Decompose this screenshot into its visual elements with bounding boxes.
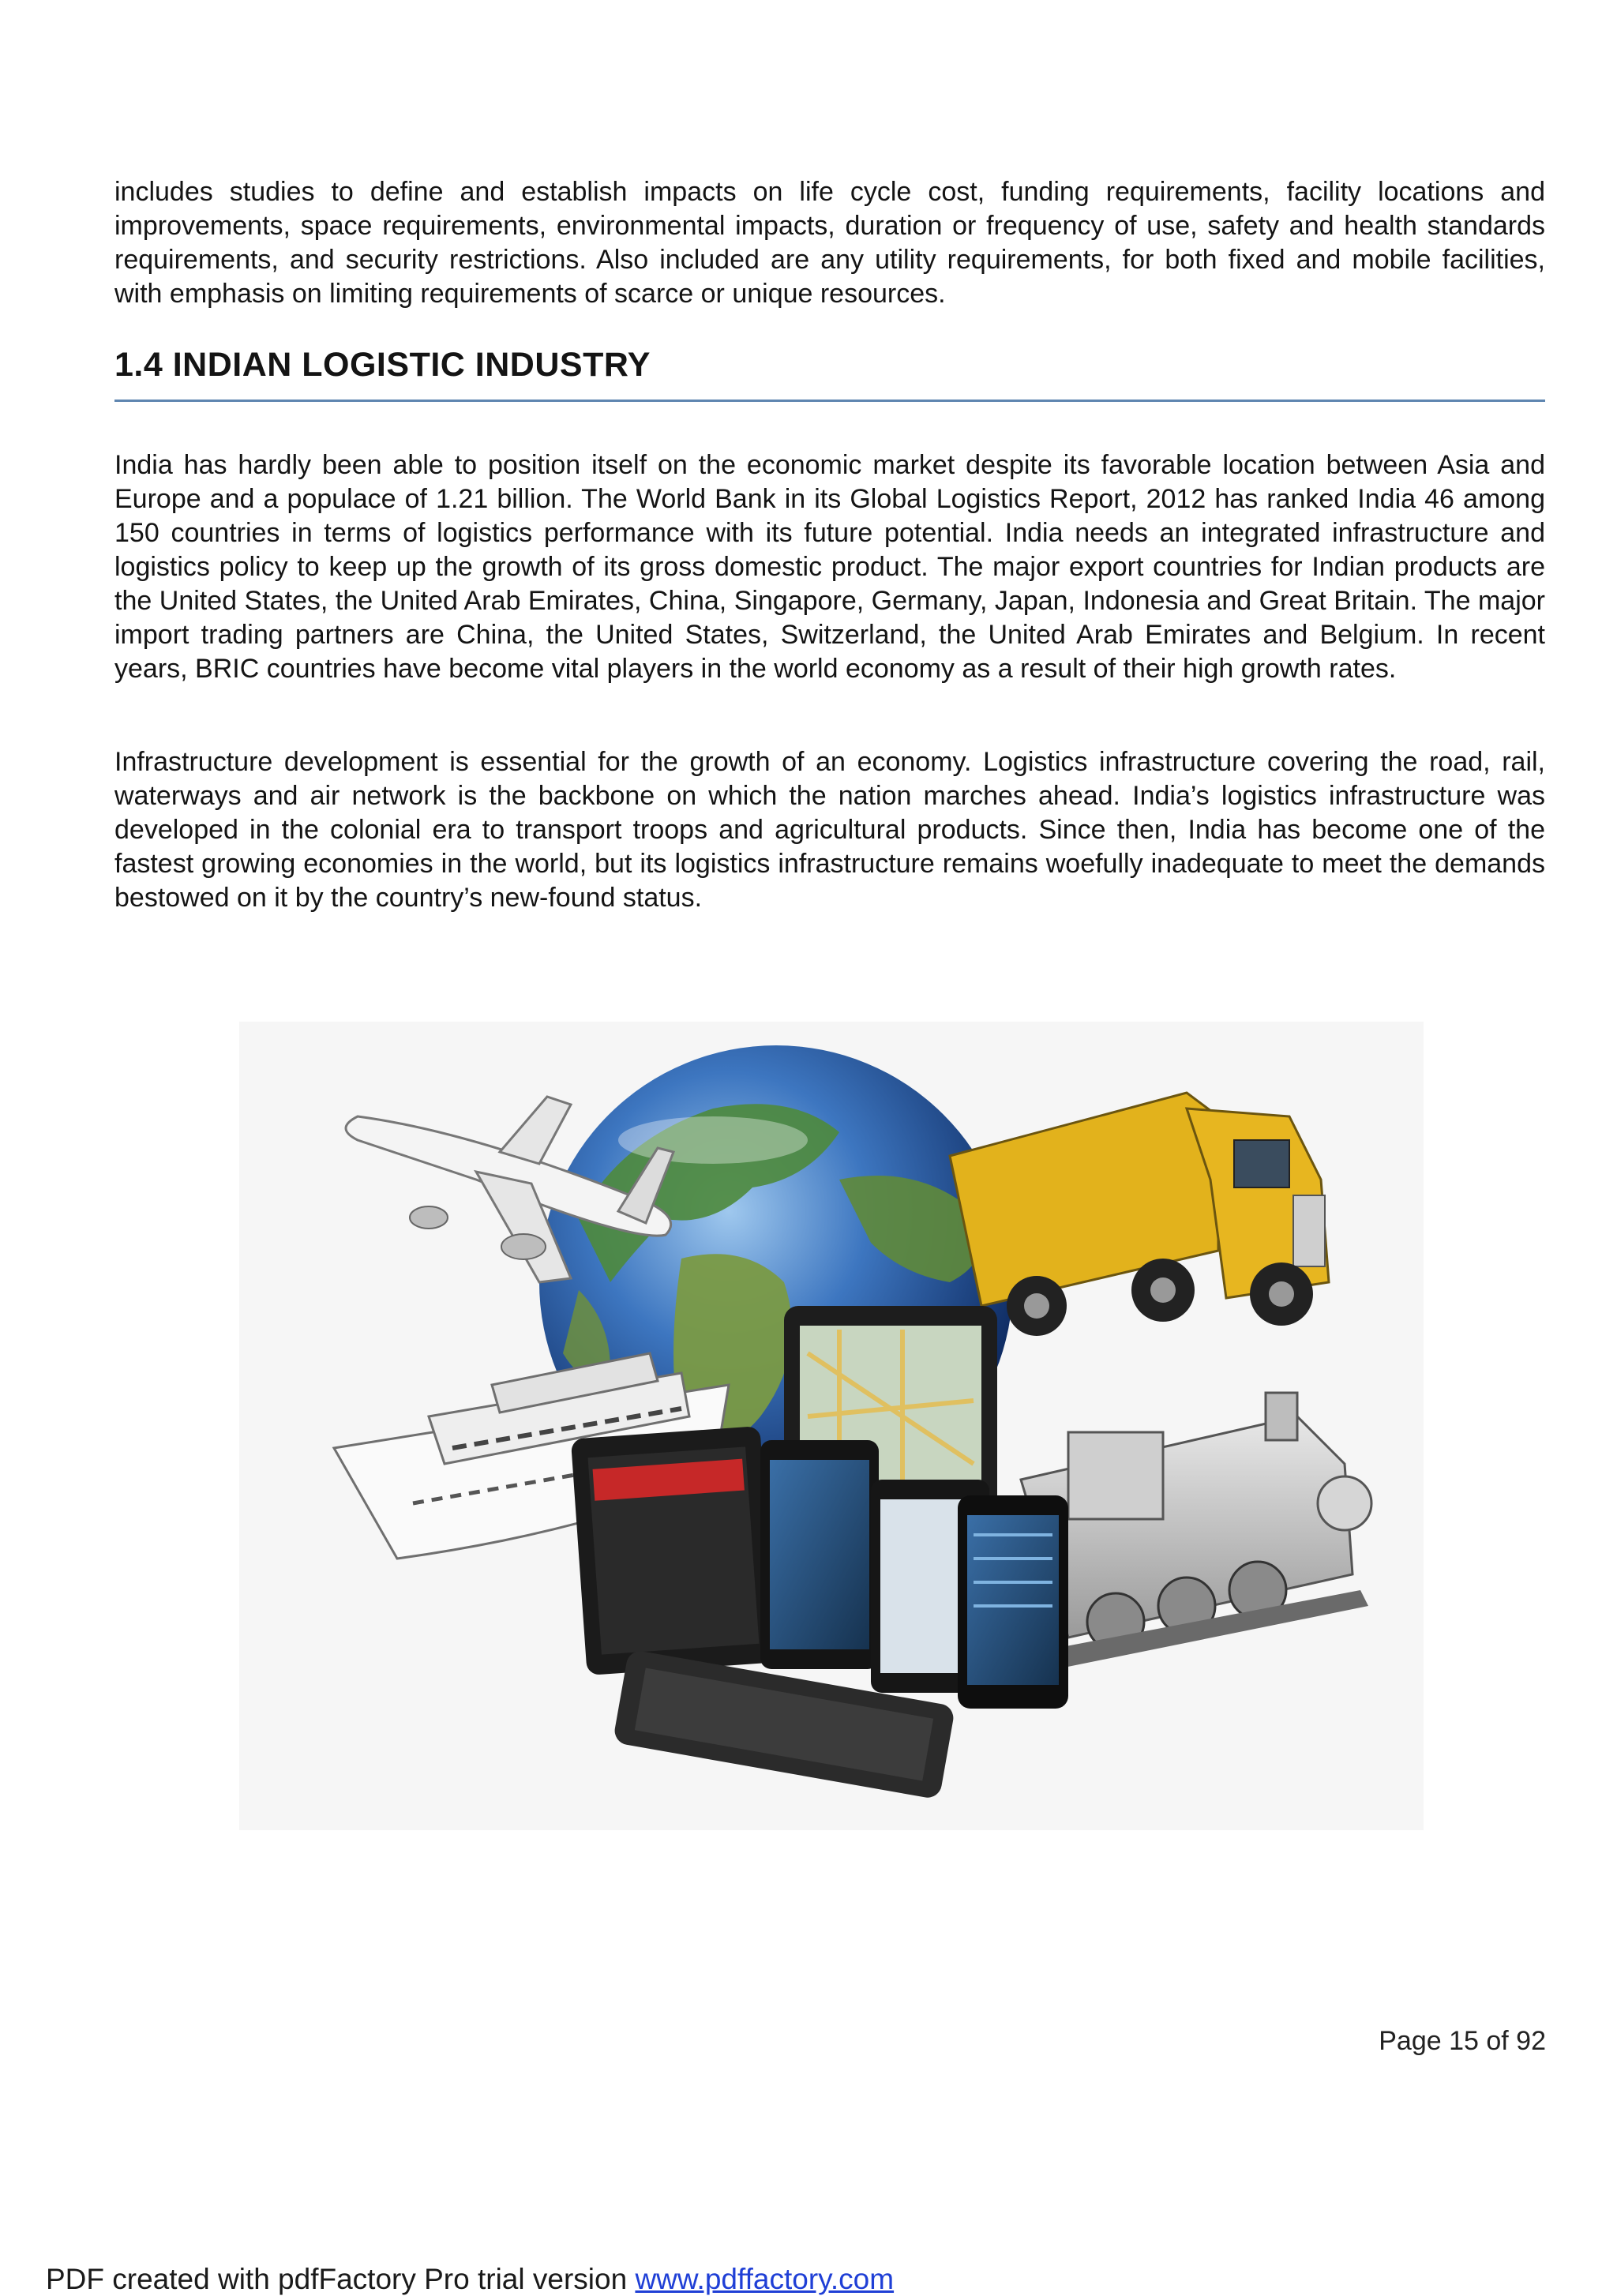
page-number: Page 15 of 92: [1379, 2026, 1546, 2056]
logistics-illustration: [239, 1022, 1424, 1830]
pdf-footer: [46, 2263, 894, 2296]
footer-text: PDF created with pdfFactory Pro trial version: [46, 2263, 636, 2295]
train-icon: [1021, 1393, 1371, 1673]
intro-paragraph: includes studies to define and establish impacts on life cycle cost, funding requirements, facility locations and improvements, space requirements, environmental impacts, duration or frequency of use, safety and health standards requirements, and security restrictions. Also included are any utility requirements, for both fixed and mobile facilities, with emphasis on limiting requirements of scarce or unique resources.: [114, 177, 1545, 309]
truck-icon: [950, 1093, 1329, 1336]
section-heading: 1.4 INDIAN LOGISTIC INDUSTRY: [114, 346, 651, 384]
heading-divider: [114, 400, 1545, 402]
body-paragraph-1: India has hardly been able to position itself on the economic market despite its favorable location between Asia and Europe and a populace of 1.21 billion. The World Bank in its Global Logistics Report, 2012 has ranked India 46 among 150 countries in terms of logistics performance with its future potential. India needs an integrated infrastructure and logistics policy to keep up the growth of its gross domestic product. The major export countries for Indian products are the United States, the United Arab Emirates, China, Singapore, Germany, Japan, Indonesia and Great Britain. The major import trading partners are China, the United States, Switzerland, the United Arab Emirates and Belgium. In recent years, BRIC countries have become vital players in the world economy as a result of their high growth rates.: [114, 450, 1545, 684]
body-paragraph-2: Infrastructure development is essential for the growth of an economy. Logistics infrastructure covering the road, rail, waterways and air network is the backbone on which the nation marches ahead. India’s logistics infrastructure was developed in the colonial era to transport troops and agricultural products. Since then, India has become one of the fastest growing economies in the world, but its logistics infrastructure remains woefully inadequate to meet the demands bestowed on it by the country’s new-found status.: [114, 747, 1545, 913]
footer-link[interactable]: www.pdffactory.com: [635, 2263, 895, 2295]
